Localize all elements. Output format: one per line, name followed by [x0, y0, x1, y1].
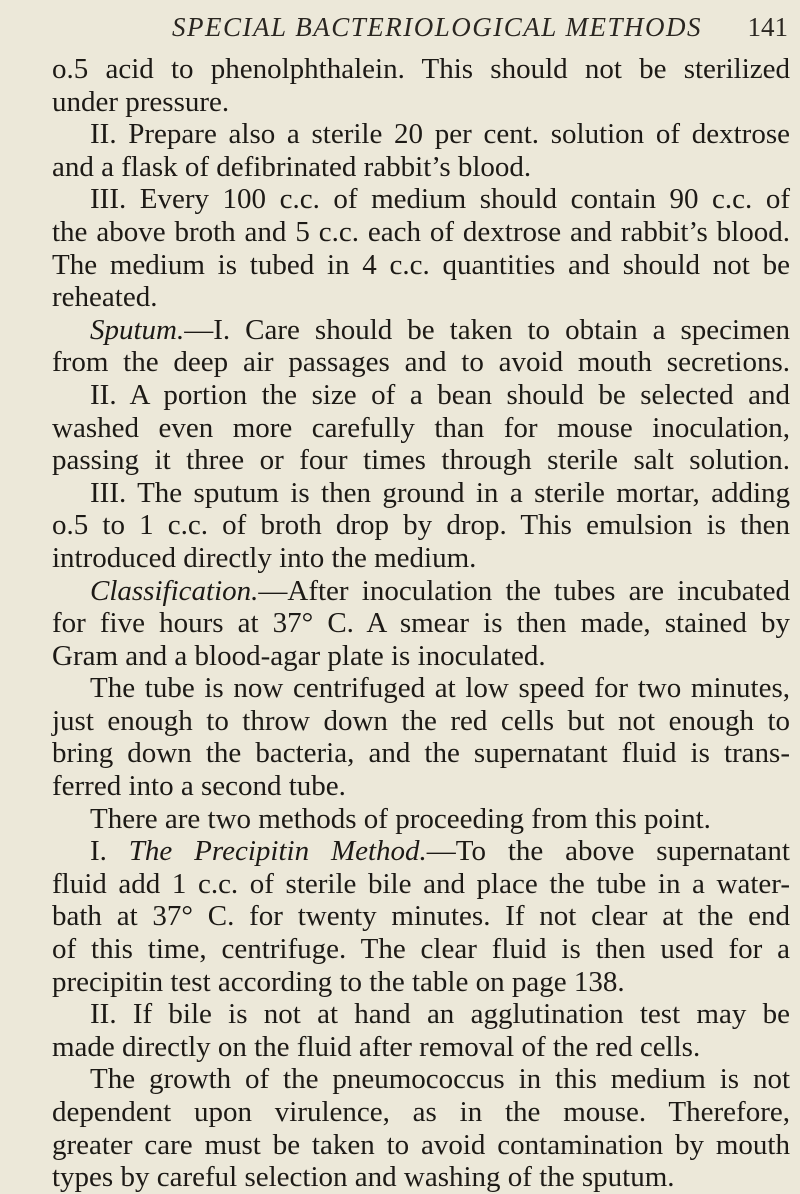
- text-line: of this time, centrifuge. The clear fluid is then used for a: [52, 933, 791, 966]
- page-header: [0, 12, 800, 52]
- text-line: o.5 acid to phenolphthalein. This should not be sterilized: [52, 53, 790, 85]
- text-line: III. Every 100 c.c. of medium should contain 90 c.c. of: [90, 183, 790, 216]
- text-line: greater care must be taken to avoid contamination by mouth: [52, 1128, 790, 1161]
- text-line: reheated.: [52, 281, 158, 314]
- text-line: There are two methods of proceeding from this point.: [90, 802, 711, 835]
- text-line: introduced directly into the medium.: [52, 541, 477, 574]
- text-line: The medium is tubed in 4 c.c. quantities and should not be: [52, 248, 790, 281]
- text-line: made directly on the fluid after removal of the red cells.: [52, 1030, 701, 1063]
- text-line: from the deep air passages and to avoid mouth secretions.: [52, 346, 790, 379]
- text-line: I. The Precipitin Method.—To the above supernatant: [90, 835, 790, 868]
- text-line: II. Prepare also a sterile 20 per cent. solution of dextrose: [90, 118, 790, 151]
- text-line: Classification.—After inoculation the tubes are incubated: [90, 574, 790, 607]
- body-text: [52, 53, 790, 1194]
- text-line: just enough to throw down the red cells but not enough to: [52, 704, 790, 737]
- text-line: for five hours at 37° C. A smear is then made, stained by: [52, 607, 790, 640]
- text-line: Gram and a blood-agar plate is inoculated.: [52, 639, 546, 672]
- text-line: bath at 37° C. for twenty minutes. If not clear at the end: [52, 900, 790, 933]
- text-line: II. If bile is not at hand an agglutination test may be: [90, 998, 790, 1031]
- text-line: The growth of the pneumococcus in this medium is not: [90, 1063, 790, 1096]
- text-line: precipitin test according to the table on page 138.: [52, 965, 625, 998]
- text-line: The tube is now centrifuged at low speed for two minutes,: [90, 672, 790, 705]
- text-line: o.5 to 1 c.c. of broth drop by drop. This emulsion is then: [52, 509, 790, 542]
- text-line: bring down the bacteria, and the supernatant fluid is trans-: [52, 737, 790, 770]
- text-line: II. A portion the size of a bean should be selected and: [90, 378, 790, 411]
- text-line: washed even more carefully than for mouse inoculation,: [52, 411, 790, 444]
- text-line: passing it three or four times through sterile salt solution.: [52, 444, 790, 477]
- text-line: ferred into a second tube.: [52, 770, 346, 803]
- text-line: under pressure.: [52, 85, 230, 118]
- text-line: and a flask of defibrinated rabbit’s blood.: [52, 150, 532, 183]
- text-line: the above broth and 5 c.c. each of dextrose and rabbit’s blood.: [52, 215, 790, 248]
- text-line: fluid add 1 c.c. of sterile bile and place the tube in a water-: [52, 867, 790, 900]
- text-line: dependent upon virulence, as in the mouse. Therefore,: [52, 1096, 790, 1128]
- page-number: 141: [747, 12, 788, 42]
- text-line: III. The sputum is then ground in a sterile mortar, adding: [90, 476, 790, 509]
- text-line: Sputum.—I. Care should be taken to obtain a specimen: [90, 313, 790, 346]
- running-head: SPECIAL BACTERIOLOGICAL METHODS: [172, 12, 703, 42]
- text-line: types by careful selection and washing of the sputum.: [52, 1161, 675, 1194]
